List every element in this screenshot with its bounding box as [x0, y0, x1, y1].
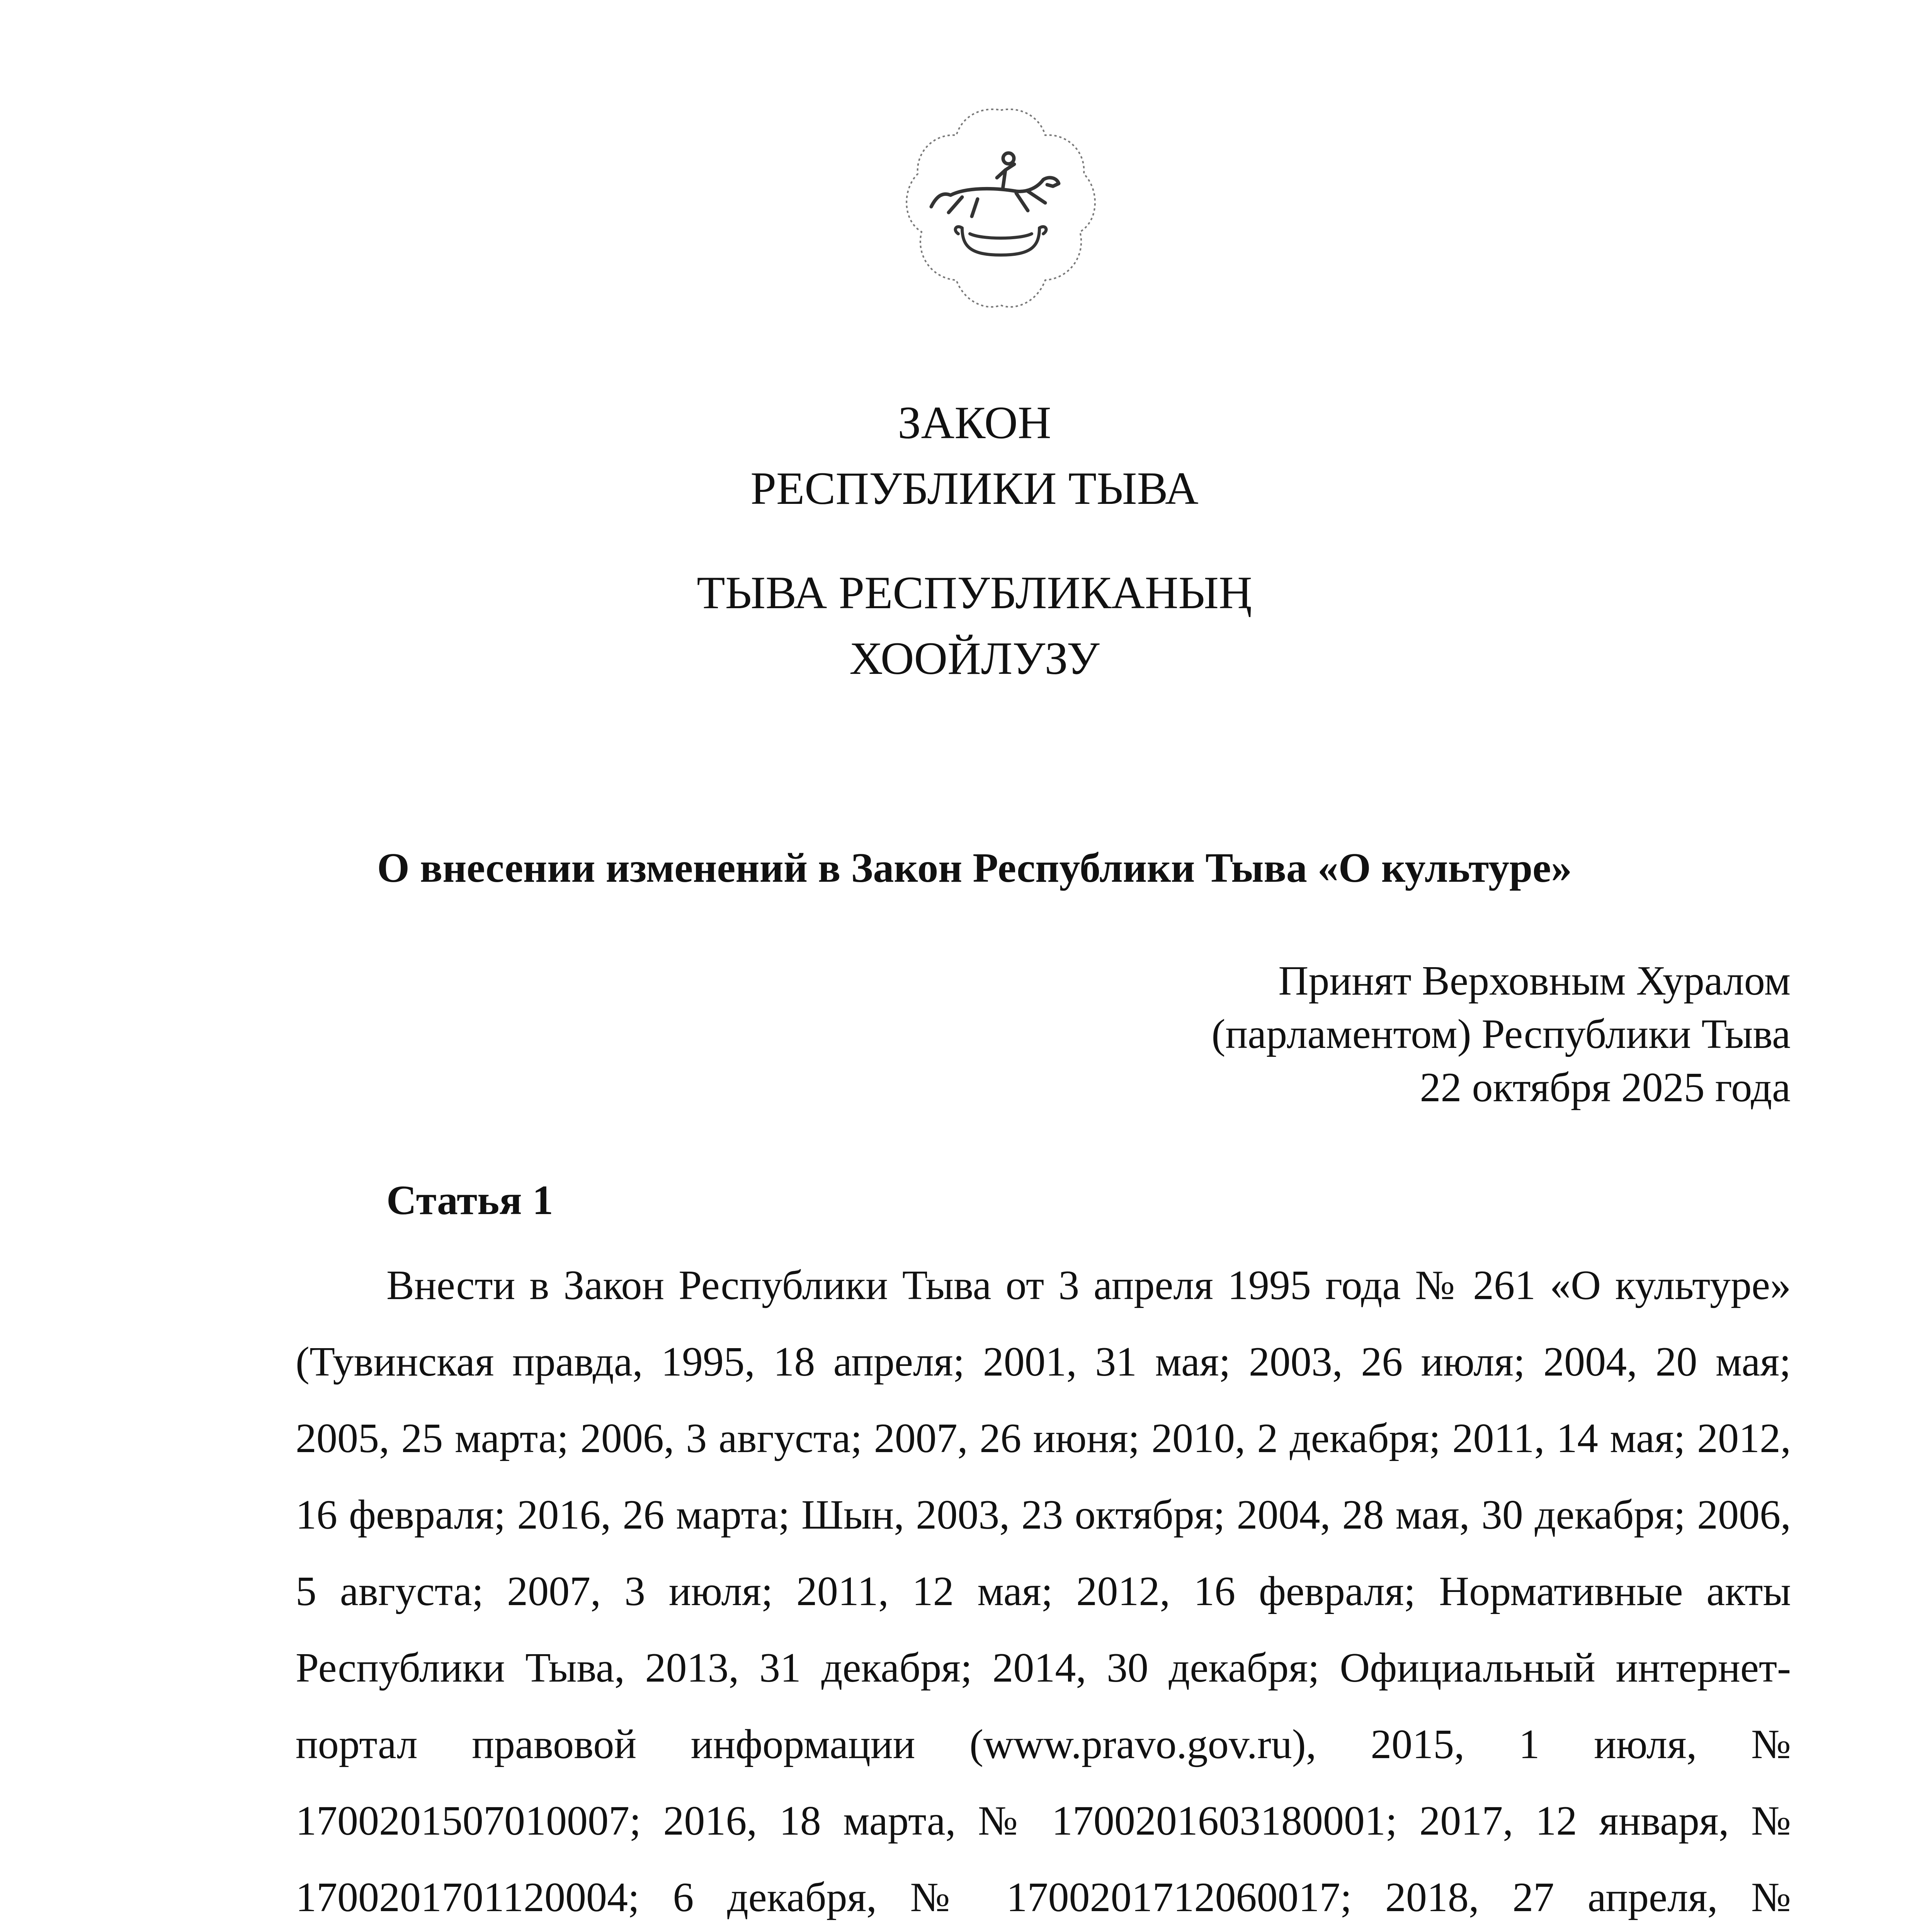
law-title-tyv-line2: ХООЙЛУЗУ: [849, 633, 1100, 684]
adoption-line-1: Принят Верховным Хуралом: [1278, 958, 1791, 1004]
document-subject: О внесении изменений в Закон Республики Тыва «О культуре»: [377, 845, 1572, 891]
tuva-coat-of-arms-icon: [904, 100, 1097, 317]
article-heading: Статья 1: [386, 1177, 553, 1223]
article-body: [296, 1247, 1791, 1932]
law-title-ru-line2: РЕСПУБЛИКИ ТЫВА: [750, 463, 1199, 514]
adoption-block: [1211, 954, 1791, 1114]
adoption-date: 22 октября 2025 года: [1420, 1065, 1791, 1111]
article-intro-paragraph: Внести в Закон Республики Тыва от 3 апреля 1995 года № 261 «О культуре» (Тувинская правда, 1995, 18 апреля; 2001, 31 мая; 2003, 26 июля; 2004, 20 мая; 2005, 25 марта; 2006, 3 августа; 2007, 26 июня; 2010, 2 декабря; 2011, 14 мая; 2012, 16 февраля; 2016, 26 марта; Шын, 2003, 23 октября; 2004, 28 мая, 30 декабря; 2006, 5 августа; 2007, 3 июля; 2011, 12 мая; 2012, 16 февраля; Нормативные акты Республики Тыва, 2013, 31 декабря; 2014, 30 декабря; Официальный интернет-портал правовой информации (www.pravo.gov.ru), 2015, 1 июля, № 1700201507010007; 2016, 18 марта, № 1700201603180001; 2017, 12 января, № 1700201701120004; 6 декабря, № 1700201712060017; 2018, 27 апреля, №: [296, 1262, 1791, 1920]
law-title-tyv-line1: ТЫВА РЕСПУБЛИКАНЫҢ: [697, 567, 1252, 618]
law-title-ru-line1: ЗАКОН: [898, 397, 1051, 448]
adoption-line-2: (парламентом) Республики Тыва: [1211, 1011, 1791, 1057]
